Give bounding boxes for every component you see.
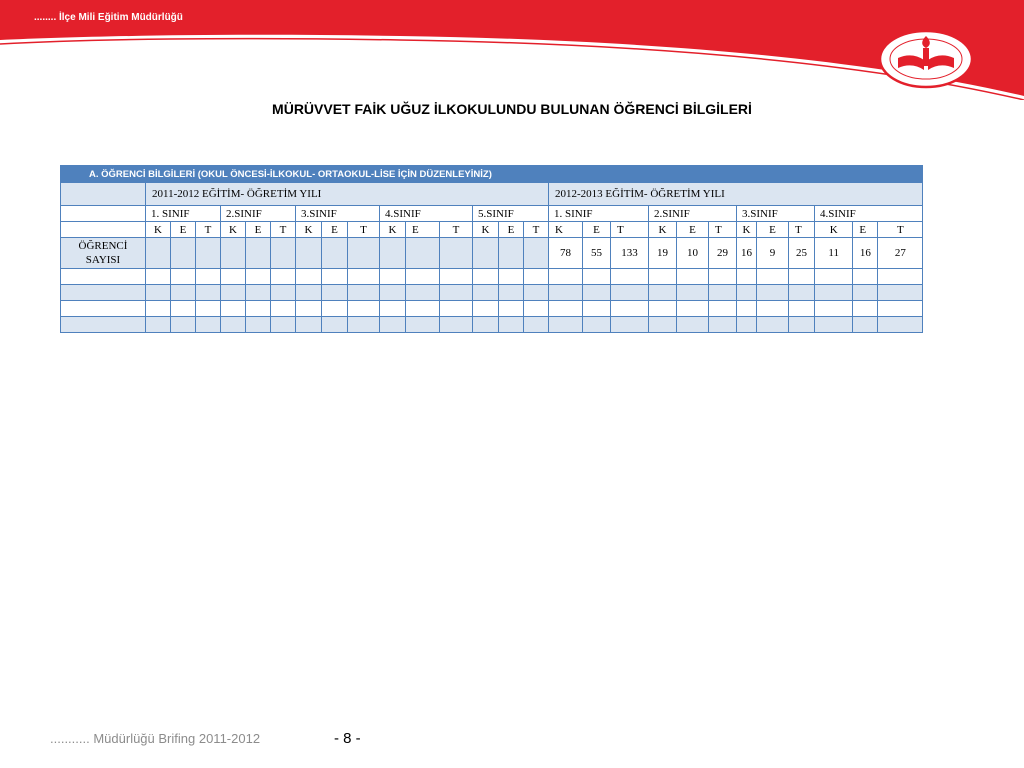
table-class-row [61, 206, 923, 222]
class-header: 3.SINIF [296, 206, 380, 222]
row-label-line: SAYISI [85, 254, 121, 266]
class-header: 1. SINIF [549, 206, 649, 222]
table-cell [61, 183, 146, 206]
ket-header: K [146, 222, 171, 238]
ket-header: T [524, 222, 549, 238]
table-cell [246, 238, 271, 269]
page-number: - 8 - [334, 730, 361, 747]
ket-header: E [406, 222, 440, 238]
table-cell [406, 238, 440, 269]
count-value: 27 [878, 238, 923, 269]
page-title: MÜRÜVVET FAİK UĞUZ İLKOKULUNDU BULUNAN ÖĞRENCİ BİLGİLERİ [272, 101, 752, 117]
table-cell [221, 238, 246, 269]
class-header: 1. SINIF [146, 206, 221, 222]
ket-header: K [380, 222, 406, 238]
count-value: 10 [677, 238, 709, 269]
row-label-line: ÖĞRENCİ [78, 240, 128, 252]
class-header: 5.SINIF [473, 206, 549, 222]
ket-header: E [677, 222, 709, 238]
count-value: 11 [815, 238, 853, 269]
ket-header: E [322, 222, 348, 238]
ket-header: T [709, 222, 737, 238]
ket-header: T [271, 222, 296, 238]
ket-header: E [499, 222, 524, 238]
count-value: 78 [549, 238, 583, 269]
table-cell [271, 238, 296, 269]
ket-header: T [878, 222, 923, 238]
table-cell [348, 238, 380, 269]
table-cell [322, 238, 348, 269]
ministry-emblem-icon [876, 28, 976, 90]
table-row-empty [61, 285, 923, 301]
ket-header: E [583, 222, 611, 238]
student-info-table [60, 165, 923, 333]
table-cell [61, 222, 146, 238]
count-value: 29 [709, 238, 737, 269]
table-cell [196, 238, 221, 269]
class-header: 4.SINIF [815, 206, 923, 222]
class-header: 3.SINIF [737, 206, 815, 222]
count-value: 133 [611, 238, 649, 269]
ket-header: K [296, 222, 322, 238]
count-value: 25 [789, 238, 815, 269]
table-cell [524, 238, 549, 269]
ket-header: K [473, 222, 499, 238]
count-value: 16 [853, 238, 878, 269]
table-section-title-row [61, 166, 923, 183]
table-year-row [61, 183, 923, 206]
ket-header: K [649, 222, 677, 238]
ket-header: T [348, 222, 380, 238]
ket-header: K [549, 222, 583, 238]
ket-header: T [789, 222, 815, 238]
table-cell [296, 238, 322, 269]
ket-header: K [737, 222, 757, 238]
table-cell [878, 166, 923, 183]
ket-header: E [171, 222, 196, 238]
count-value: 55 [583, 238, 611, 269]
count-value: 16 [737, 238, 757, 269]
year-header-2012-2013: 2012-2013 EĞİTİM- ÖĞRETİM YILI [549, 183, 923, 206]
table-cell [380, 238, 406, 269]
table-section-title: A. ÖĞRENCİ BİLGİLERİ (OKUL ÖNCESİ-İLKOKUL- ORTAOKUL-LİSE İÇİN DÜZENLEYİNİZ) [61, 166, 853, 183]
class-header: 4.SINIF [380, 206, 473, 222]
ket-header: E [246, 222, 271, 238]
table-cell [499, 238, 524, 269]
table-row-empty [61, 317, 923, 333]
table-cell [146, 238, 171, 269]
class-header: 2.SINIF [649, 206, 737, 222]
footer-text: ........... Müdürlüğü Brifing 2011-2012 [50, 731, 261, 746]
class-header: 2.SINIF [221, 206, 296, 222]
ket-header: E [853, 222, 878, 238]
count-value: 19 [649, 238, 677, 269]
count-value: 9 [757, 238, 789, 269]
ket-header: E [757, 222, 789, 238]
table-row-student-count [61, 238, 923, 269]
header-label: ........ İlçe Mili Eğitim Müdürlüğü [34, 12, 183, 23]
table-ket-row [61, 222, 923, 238]
ket-header: T [196, 222, 221, 238]
ket-header: K [815, 222, 853, 238]
row-label-student-count [61, 238, 146, 269]
ket-header: K [221, 222, 246, 238]
table-cell [171, 238, 196, 269]
ket-header: T [611, 222, 649, 238]
ket-header: T [440, 222, 473, 238]
table-cell [853, 166, 878, 183]
year-header-2011-2012: 2011-2012 EĞİTİM- ÖĞRETİM YILI [146, 183, 549, 206]
table-cell [440, 238, 473, 269]
table-row-empty [61, 269, 923, 285]
table-cell [61, 206, 146, 222]
table-cell [473, 238, 499, 269]
table-row-empty [61, 301, 923, 317]
